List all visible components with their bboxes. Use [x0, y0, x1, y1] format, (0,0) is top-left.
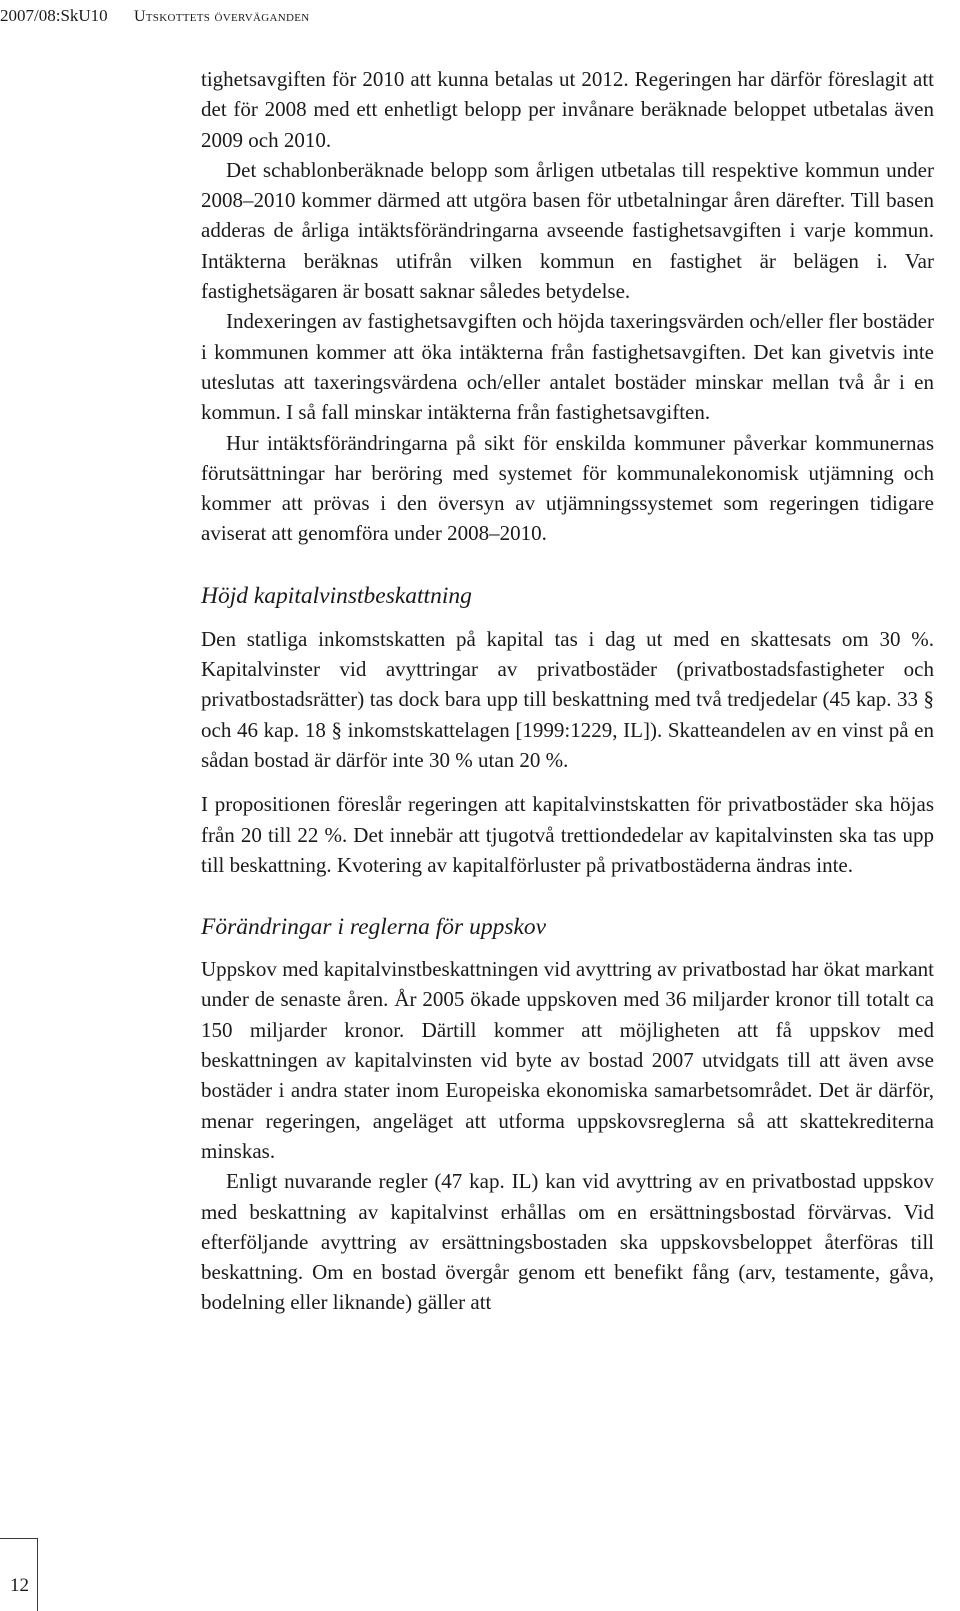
paragraph: I propositionen föreslår regeringen att kapitalvinstskatten för privatbostäder ska höjas från 20 till 22 %. Det innebär att tjugotvå trettiondedelar av kapitalvinsten ska tas upp till beskattning. Kvotering av kapitalförluster på privatbostäderna ändras inte. — [201, 792, 934, 877]
paragraph-continuation: tighetsavgiften för 2010 att kunna betalas ut 2012. Regeringen har därför föreslagit att det för 2008 med ett enhetligt belopp per invånare beräknade beloppet utbetalas även 2009 och 2010. — [201, 67, 934, 152]
paragraph: Enligt nuvarande regler (47 kap. IL) kan vid avyttring av en privatbostad uppskov med beskattning av kapitalvinst erhållas om en ersättningsbostad förvärvas. Vid efterföljande avyttring av ersättningsbostaden ska uppskovsbeloppet återföras till beskattning. Om en bostad övergår genom ett benefikt fång (arv, testamente, gåva, bodelning eller liknande) gäller att — [201, 1169, 934, 1315]
section-heading-capital-gains: Höjd kapitalvinstbeskattning — [201, 582, 472, 609]
section-title: Utskottets överväganden — [133, 8, 310, 25]
running-header — [0, 6, 310, 26]
paragraph: Hur intäktsförändringarna på sikt för enskilda kommuner påverkar kommunernas förutsättningar har beröring med systemet för kommunalekonomisk utjämning och kommer att prövas i den översyn av utjämningssystemet som regeringen tidigare aviserat att genomföra under 2008–2010. — [201, 430, 934, 546]
section-heading-deferral-rules: Förändringar i reglerna för uppskov — [201, 914, 547, 941]
paragraph: Uppskov med kapitalvinstbeskattningen vid avyttring av privatbostad har ökat markant under de senaste åren. År 2005 ökade uppskoven med 36 miljarder kronor till totalt ca 150 miljarder kronor. Därtill kommer att möjligheten att få uppskov med beskattningen av kapitalvinsten vid byte av bostad 2007 utvidgats till att även avse bostäder i andra stater inom Europeiska ekonomiska samarbetsområdet. Det är därför, menar regeringen, angeläget att utforma uppskovsreglerna så att skattekrediterna minskas. — [201, 957, 934, 1163]
page-number: 12 — [10, 1575, 29, 1596]
paragraph: Det schablonberäknade belopp som årligen utbetalas till respektive kommun under 2008–2010 kommer därmed att utgöra basen för utbetalningar åren därefter. Till basen adderas de årliga intäktsförändringarna avseende fastighetsavgiften i varje kommun. Intäkterna beräknas utifrån vilken kommun en fastighet är belägen i. Var fastighetsägaren är bosatt saknar således betydelse. — [201, 157, 934, 304]
document-id: 2007/08:SkU10 — [0, 6, 108, 25]
paragraph: Den statliga inkomstskatten på kapital tas i dag ut med en skattesats om 30 %. Kapitalvinster vid avyttringar av privatbostäder (privatbostadsfastigheter och privatbostadsrätter) tas dock bara upp till beskattning med två tredjedelar (45 kap. 33 § och 46 kap. 18 § inkomstskattelagen [1999:1229, IL]). Skatteandelen av en vinst på en sådan bostad är därför inte 30 % utan 20 %. — [201, 626, 934, 772]
paragraph: Indexeringen av fastighetsavgiften och höjda taxeringsvärden och/eller fler bostäder i kommunen kommer att öka intäkterna från fastighetsavgiften. Det kan givetvis inte uteslutas att taxeringsvärdena och/eller antalet bostäder minskar mellan två år i en kommun. I så fall minskar intäkterna från fastighetsavgiften. — [201, 309, 934, 425]
body-text — [201, 64, 934, 1318]
